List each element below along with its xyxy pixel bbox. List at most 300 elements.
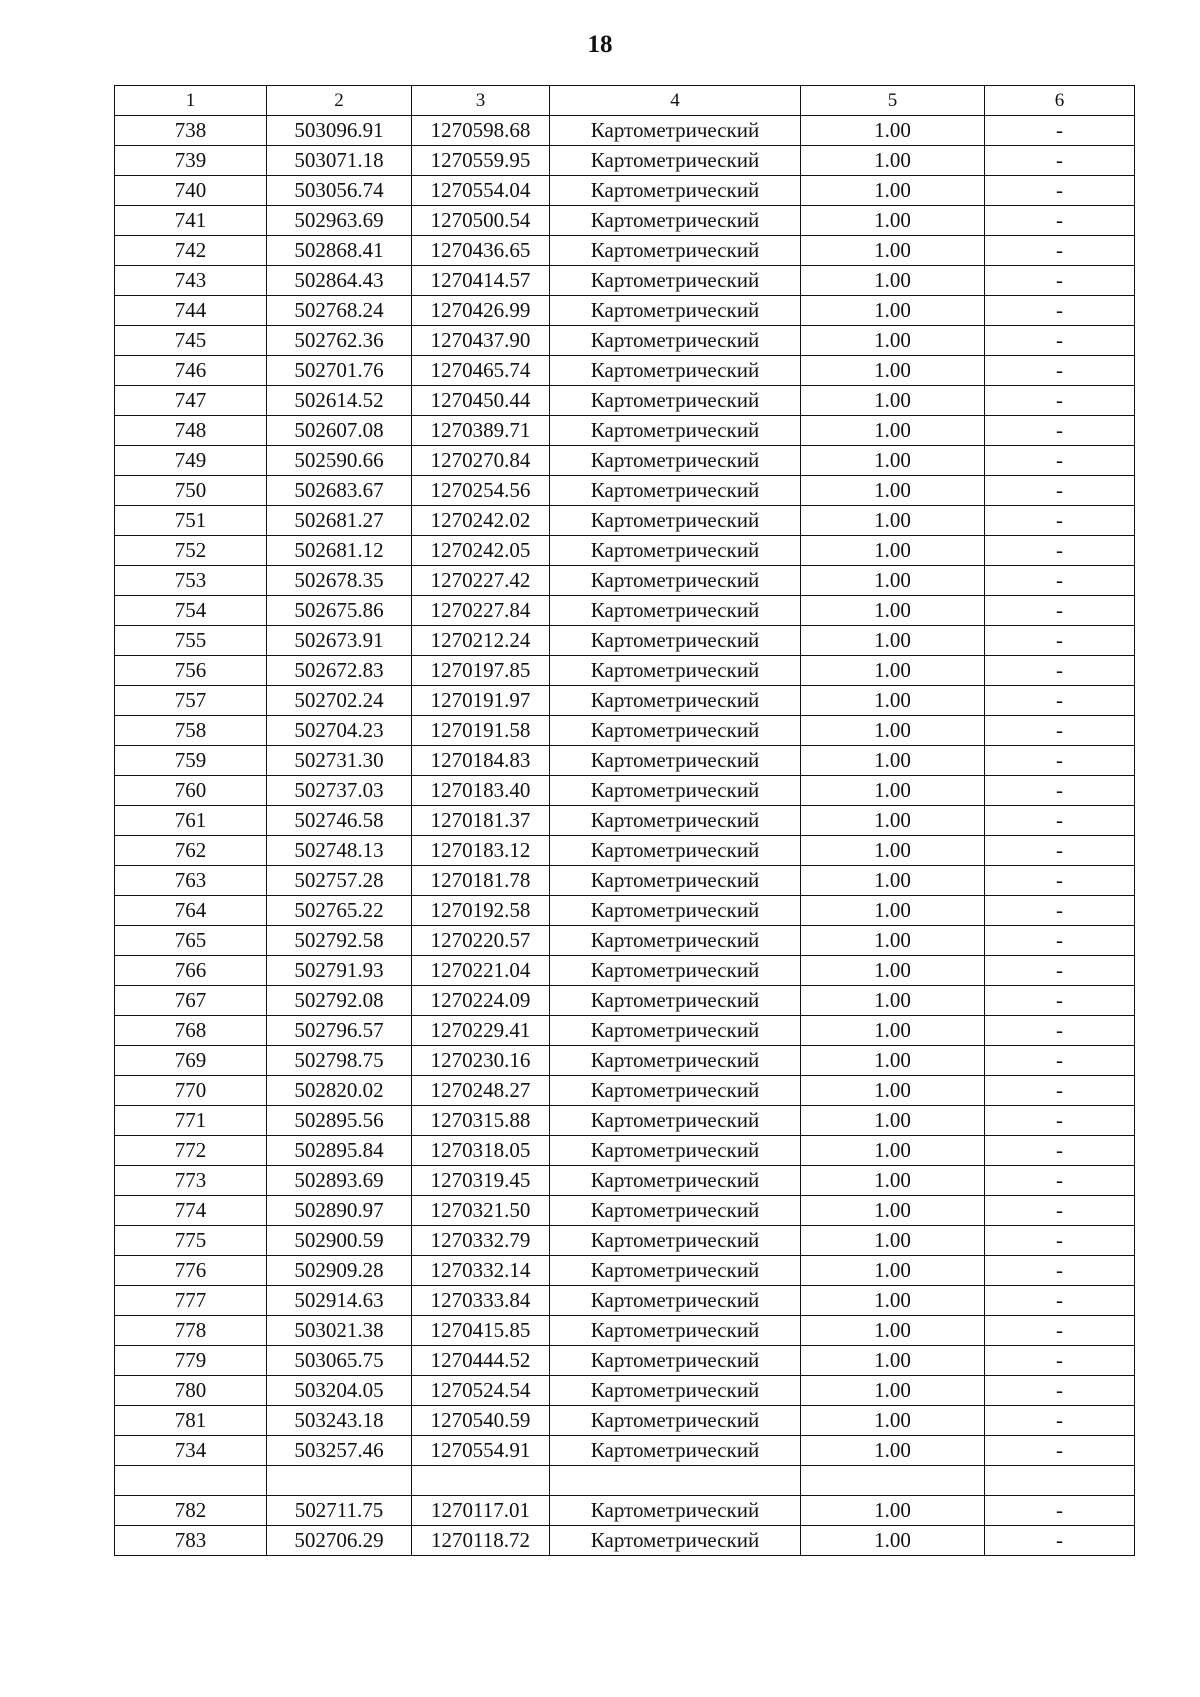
y-coordinate-cell: 1270183.12 (412, 836, 550, 866)
table-row (115, 116, 1135, 146)
x-coordinate-cell: 502590.66 (267, 446, 412, 476)
description-cell: - (985, 1346, 1135, 1376)
table-row (115, 1496, 1135, 1526)
x-coordinate-cell: 502614.52 (267, 386, 412, 416)
table-row (115, 986, 1135, 1016)
accuracy-cell: 1.00 (801, 776, 985, 806)
accuracy-cell: 1.00 (801, 596, 985, 626)
table-row (115, 686, 1135, 716)
x-coordinate-cell: 502701.76 (267, 356, 412, 386)
x-coordinate-cell: 503056.74 (267, 176, 412, 206)
column-header: 2 (267, 86, 412, 116)
point-number-cell (115, 1466, 267, 1496)
table-row (115, 296, 1135, 326)
point-number-cell: 750 (115, 476, 267, 506)
method-cell: Картометрический (550, 176, 801, 206)
point-number-cell: 755 (115, 626, 267, 656)
y-coordinate-cell: 1270220.57 (412, 926, 550, 956)
y-coordinate-cell: 1270414.57 (412, 266, 550, 296)
description-cell: - (985, 1286, 1135, 1316)
point-number-cell: 759 (115, 746, 267, 776)
accuracy-cell: 1.00 (801, 1496, 985, 1526)
point-number-cell: 758 (115, 716, 267, 746)
point-number-cell: 780 (115, 1376, 267, 1406)
y-coordinate-cell: 1270450.44 (412, 386, 550, 416)
y-coordinate-cell: 1270270.84 (412, 446, 550, 476)
method-cell: Картометрический (550, 836, 801, 866)
y-coordinate-cell: 1270227.84 (412, 596, 550, 626)
table-header-row (115, 86, 1135, 116)
point-number-cell: 757 (115, 686, 267, 716)
x-coordinate-cell: 502711.75 (267, 1496, 412, 1526)
x-coordinate-cell: 503021.38 (267, 1316, 412, 1346)
accuracy-cell: 1.00 (801, 1286, 985, 1316)
method-cell: Картометрический (550, 896, 801, 926)
description-cell: - (985, 1046, 1135, 1076)
description-cell: - (985, 266, 1135, 296)
method-cell: Картометрический (550, 506, 801, 536)
coordinates-table (114, 85, 1135, 1556)
x-coordinate-cell: 502792.08 (267, 986, 412, 1016)
accuracy-cell: 1.00 (801, 506, 985, 536)
y-coordinate-cell: 1270230.16 (412, 1046, 550, 1076)
table-row (115, 416, 1135, 446)
y-coordinate-cell: 1270598.68 (412, 116, 550, 146)
description-cell: - (985, 836, 1135, 866)
table-row (115, 776, 1135, 806)
description-cell: - (985, 1226, 1135, 1256)
method-cell: Картометрический (550, 1406, 801, 1436)
method-cell: Картометрический (550, 386, 801, 416)
table-row (115, 1436, 1135, 1466)
x-coordinate-cell: 502895.56 (267, 1106, 412, 1136)
description-cell: - (985, 716, 1135, 746)
method-cell: Картометрический (550, 926, 801, 956)
accuracy-cell: 1.00 (801, 746, 985, 776)
point-number-cell: 768 (115, 1016, 267, 1046)
accuracy-cell: 1.00 (801, 566, 985, 596)
point-number-cell: 754 (115, 596, 267, 626)
description-cell: - (985, 596, 1135, 626)
method-cell: Картометрический (550, 356, 801, 386)
table-row (115, 1076, 1135, 1106)
point-number-cell: 769 (115, 1046, 267, 1076)
y-coordinate-cell: 1270426.99 (412, 296, 550, 326)
point-number-cell: 734 (115, 1436, 267, 1466)
table-row (115, 596, 1135, 626)
y-coordinate-cell: 1270524.54 (412, 1376, 550, 1406)
method-cell: Картометрический (550, 1016, 801, 1046)
description-cell: - (985, 626, 1135, 656)
accuracy-cell: 1.00 (801, 806, 985, 836)
description-cell (985, 1466, 1135, 1496)
table-row (115, 1226, 1135, 1256)
point-number-cell: 740 (115, 176, 267, 206)
table-row (115, 1286, 1135, 1316)
column-header: 4 (550, 86, 801, 116)
accuracy-cell: 1.00 (801, 1166, 985, 1196)
y-coordinate-cell: 1270554.04 (412, 176, 550, 206)
point-number-cell: 756 (115, 656, 267, 686)
x-coordinate-cell: 503257.46 (267, 1436, 412, 1466)
y-coordinate-cell: 1270181.78 (412, 866, 550, 896)
accuracy-cell: 1.00 (801, 176, 985, 206)
point-number-cell: 744 (115, 296, 267, 326)
description-cell: - (985, 1166, 1135, 1196)
y-coordinate-cell: 1270332.79 (412, 1226, 550, 1256)
point-number-cell: 751 (115, 506, 267, 536)
y-coordinate-cell: 1270333.84 (412, 1286, 550, 1316)
accuracy-cell: 1.00 (801, 1016, 985, 1046)
y-coordinate-cell: 1270191.58 (412, 716, 550, 746)
method-cell: Картометрический (550, 866, 801, 896)
x-coordinate-cell: 503204.05 (267, 1376, 412, 1406)
point-number-cell: 764 (115, 896, 267, 926)
x-coordinate-cell: 502672.83 (267, 656, 412, 686)
description-cell: - (985, 746, 1135, 776)
x-coordinate-cell: 502864.43 (267, 266, 412, 296)
table-row (115, 536, 1135, 566)
method-cell: Картометрический (550, 1076, 801, 1106)
accuracy-cell: 1.00 (801, 1196, 985, 1226)
x-coordinate-cell: 502893.69 (267, 1166, 412, 1196)
description-cell: - (985, 1496, 1135, 1526)
description-cell: - (985, 1076, 1135, 1106)
y-coordinate-cell: 1270332.14 (412, 1256, 550, 1286)
point-number-cell: 766 (115, 956, 267, 986)
table-row (115, 176, 1135, 206)
table-row (115, 956, 1135, 986)
page-number: 18 (587, 31, 613, 58)
y-coordinate-cell: 1270183.40 (412, 776, 550, 806)
description-cell: - (985, 206, 1135, 236)
x-coordinate-cell: 503243.18 (267, 1406, 412, 1436)
method-cell: Картометрический (550, 1226, 801, 1256)
point-number-cell: 772 (115, 1136, 267, 1166)
description-cell: - (985, 146, 1135, 176)
point-number-cell: 739 (115, 146, 267, 176)
x-coordinate-cell: 503071.18 (267, 146, 412, 176)
method-cell: Картометрический (550, 266, 801, 296)
method-cell: Картометрический (550, 596, 801, 626)
method-cell: Картометрический (550, 206, 801, 236)
point-number-cell: 738 (115, 116, 267, 146)
x-coordinate-cell: 502731.30 (267, 746, 412, 776)
y-coordinate-cell: 1270315.88 (412, 1106, 550, 1136)
y-coordinate-cell: 1270184.83 (412, 746, 550, 776)
table-row (115, 206, 1135, 236)
y-coordinate-cell: 1270181.37 (412, 806, 550, 836)
description-cell: - (985, 1526, 1135, 1556)
description-cell: - (985, 686, 1135, 716)
table-row (115, 716, 1135, 746)
point-number-cell: 753 (115, 566, 267, 596)
y-coordinate-cell: 1270389.71 (412, 416, 550, 446)
x-coordinate-cell: 502704.23 (267, 716, 412, 746)
table-row (115, 836, 1135, 866)
accuracy-cell: 1.00 (801, 656, 985, 686)
method-cell: Картометрический (550, 686, 801, 716)
y-coordinate-cell: 1270242.02 (412, 506, 550, 536)
accuracy-cell: 1.00 (801, 1046, 985, 1076)
description-cell: - (985, 1136, 1135, 1166)
method-cell: Картометрический (550, 236, 801, 266)
table-row (115, 1106, 1135, 1136)
method-cell: Картометрический (550, 1316, 801, 1346)
description-cell: - (985, 1436, 1135, 1466)
accuracy-cell (801, 1466, 985, 1496)
y-coordinate-cell: 1270444.52 (412, 1346, 550, 1376)
table-body (115, 116, 1135, 1556)
column-header: 3 (412, 86, 550, 116)
point-number-cell: 748 (115, 416, 267, 446)
accuracy-cell: 1.00 (801, 986, 985, 1016)
x-coordinate-cell: 502914.63 (267, 1286, 412, 1316)
table-row (115, 746, 1135, 776)
method-cell: Картометрический (550, 1196, 801, 1226)
description-cell: - (985, 1256, 1135, 1286)
method-cell: Картометрический (550, 446, 801, 476)
accuracy-cell: 1.00 (801, 956, 985, 986)
description-cell: - (985, 1196, 1135, 1226)
point-number-cell: 781 (115, 1406, 267, 1436)
table-row (115, 656, 1135, 686)
table-row (115, 1346, 1135, 1376)
y-coordinate-cell: 1270212.24 (412, 626, 550, 656)
accuracy-cell: 1.00 (801, 296, 985, 326)
accuracy-cell: 1.00 (801, 1346, 985, 1376)
table-row (115, 1526, 1135, 1556)
method-cell: Картометрический (550, 1166, 801, 1196)
y-coordinate-cell: 1270554.91 (412, 1436, 550, 1466)
table-row (115, 356, 1135, 386)
description-cell: - (985, 1406, 1135, 1436)
method-cell: Картометрический (550, 1286, 801, 1316)
table-row (115, 326, 1135, 356)
y-coordinate-cell: 1270192.58 (412, 896, 550, 926)
y-coordinate-cell: 1270465.74 (412, 356, 550, 386)
table-row (115, 476, 1135, 506)
x-coordinate-cell: 502673.91 (267, 626, 412, 656)
accuracy-cell: 1.00 (801, 446, 985, 476)
table-row (115, 446, 1135, 476)
accuracy-cell: 1.00 (801, 476, 985, 506)
method-cell: Картометрический (550, 1376, 801, 1406)
description-cell: - (985, 926, 1135, 956)
point-number-cell: 775 (115, 1226, 267, 1256)
point-number-cell: 770 (115, 1076, 267, 1106)
accuracy-cell: 1.00 (801, 836, 985, 866)
accuracy-cell: 1.00 (801, 386, 985, 416)
description-cell: - (985, 566, 1135, 596)
accuracy-cell: 1.00 (801, 716, 985, 746)
description-cell: - (985, 386, 1135, 416)
point-number-cell: 752 (115, 536, 267, 566)
table-row (115, 236, 1135, 266)
method-cell: Картометрический (550, 416, 801, 446)
y-coordinate-cell: 1270437.90 (412, 326, 550, 356)
accuracy-cell: 1.00 (801, 866, 985, 896)
accuracy-cell: 1.00 (801, 266, 985, 296)
point-number-cell: 778 (115, 1316, 267, 1346)
column-header: 5 (801, 86, 985, 116)
table-row (115, 1316, 1135, 1346)
table-row (115, 266, 1135, 296)
accuracy-cell: 1.00 (801, 116, 985, 146)
description-cell: - (985, 1316, 1135, 1346)
x-coordinate-cell: 502762.36 (267, 326, 412, 356)
point-number-cell: 783 (115, 1526, 267, 1556)
y-coordinate-cell: 1270197.85 (412, 656, 550, 686)
x-coordinate-cell: 502768.24 (267, 296, 412, 326)
x-coordinate-cell: 502963.69 (267, 206, 412, 236)
table-row (115, 1196, 1135, 1226)
table-row (115, 806, 1135, 836)
method-cell: Картометрический (550, 1106, 801, 1136)
point-number-cell: 749 (115, 446, 267, 476)
accuracy-cell: 1.00 (801, 356, 985, 386)
method-cell: Картометрический (550, 296, 801, 326)
accuracy-cell: 1.00 (801, 1256, 985, 1286)
x-coordinate-cell: 502681.27 (267, 506, 412, 536)
point-number-cell: 747 (115, 386, 267, 416)
description-cell: - (985, 116, 1135, 146)
column-header: 6 (985, 86, 1135, 116)
description-cell: - (985, 536, 1135, 566)
point-number-cell: 782 (115, 1496, 267, 1526)
method-cell: Картометрический (550, 476, 801, 506)
method-cell: Картометрический (550, 116, 801, 146)
x-coordinate-cell: 502737.03 (267, 776, 412, 806)
method-cell: Картометрический (550, 986, 801, 1016)
x-coordinate-cell: 502746.58 (267, 806, 412, 836)
accuracy-cell: 1.00 (801, 206, 985, 236)
y-coordinate-cell: 1270224.09 (412, 986, 550, 1016)
method-cell: Картометрический (550, 566, 801, 596)
y-coordinate-cell: 1270500.54 (412, 206, 550, 236)
y-coordinate-cell: 1270415.85 (412, 1316, 550, 1346)
method-cell: Картометрический (550, 1046, 801, 1076)
accuracy-cell: 1.00 (801, 236, 985, 266)
description-cell: - (985, 446, 1135, 476)
y-coordinate-cell: 1270227.42 (412, 566, 550, 596)
method-cell: Картометрический (550, 776, 801, 806)
table-row (115, 626, 1135, 656)
accuracy-cell: 1.00 (801, 1376, 985, 1406)
method-cell: Картометрический (550, 656, 801, 686)
table-row (115, 566, 1135, 596)
x-coordinate-cell: 502702.24 (267, 686, 412, 716)
table-row (115, 1166, 1135, 1196)
point-number-cell: 774 (115, 1196, 267, 1226)
description-cell: - (985, 326, 1135, 356)
description-cell: - (985, 1106, 1135, 1136)
y-coordinate-cell: 1270118.72 (412, 1526, 550, 1556)
x-coordinate-cell: 502792.58 (267, 926, 412, 956)
y-coordinate-cell: 1270559.95 (412, 146, 550, 176)
table-row (115, 386, 1135, 416)
x-coordinate-cell: 502796.57 (267, 1016, 412, 1046)
x-coordinate-cell: 502890.97 (267, 1196, 412, 1226)
point-number-cell: 776 (115, 1256, 267, 1286)
method-cell: Картометрический (550, 1526, 801, 1556)
description-cell: - (985, 236, 1135, 266)
point-number-cell: 773 (115, 1166, 267, 1196)
description-cell: - (985, 896, 1135, 926)
point-number-cell: 743 (115, 266, 267, 296)
method-cell: Картометрический (550, 536, 801, 566)
method-cell: Картометрический (550, 1346, 801, 1376)
method-cell: Картометрический (550, 626, 801, 656)
method-cell (550, 1466, 801, 1496)
x-coordinate-cell: 502681.12 (267, 536, 412, 566)
y-coordinate-cell: 1270191.97 (412, 686, 550, 716)
point-number-cell: 777 (115, 1286, 267, 1316)
point-number-cell: 741 (115, 206, 267, 236)
method-cell: Картометрический (550, 716, 801, 746)
description-cell: - (985, 476, 1135, 506)
table-row (115, 1136, 1135, 1166)
accuracy-cell: 1.00 (801, 416, 985, 446)
method-cell: Картометрический (550, 1256, 801, 1286)
point-number-cell: 771 (115, 1106, 267, 1136)
description-cell: - (985, 806, 1135, 836)
point-number-cell: 762 (115, 836, 267, 866)
description-cell: - (985, 1376, 1135, 1406)
x-coordinate-cell: 502909.28 (267, 1256, 412, 1286)
method-cell: Картометрический (550, 806, 801, 836)
accuracy-cell: 1.00 (801, 1106, 985, 1136)
table-row (115, 866, 1135, 896)
y-coordinate-cell: 1270221.04 (412, 956, 550, 986)
y-coordinate-cell: 1270321.50 (412, 1196, 550, 1226)
method-cell: Картометрический (550, 1136, 801, 1166)
accuracy-cell: 1.00 (801, 896, 985, 926)
y-coordinate-cell: 1270248.27 (412, 1076, 550, 1106)
method-cell: Картометрический (550, 326, 801, 356)
accuracy-cell: 1.00 (801, 686, 985, 716)
x-coordinate-cell: 502757.28 (267, 866, 412, 896)
accuracy-cell: 1.00 (801, 146, 985, 176)
y-coordinate-cell: 1270254.56 (412, 476, 550, 506)
description-cell: - (985, 176, 1135, 206)
description-cell: - (985, 296, 1135, 326)
accuracy-cell: 1.00 (801, 1076, 985, 1106)
table-row (115, 146, 1135, 176)
table-row (115, 926, 1135, 956)
description-cell: - (985, 866, 1135, 896)
table-row (115, 1256, 1135, 1286)
description-cell: - (985, 956, 1135, 986)
table-row (115, 1406, 1135, 1436)
description-cell: - (985, 1016, 1135, 1046)
description-cell: - (985, 776, 1135, 806)
point-number-cell: 779 (115, 1346, 267, 1376)
method-cell: Картометрический (550, 956, 801, 986)
x-coordinate-cell: 502798.75 (267, 1046, 412, 1076)
accuracy-cell: 1.00 (801, 1226, 985, 1256)
y-coordinate-cell: 1270117.01 (412, 1496, 550, 1526)
x-coordinate-cell: 502900.59 (267, 1226, 412, 1256)
table-row (115, 896, 1135, 926)
method-cell: Картометрический (550, 1436, 801, 1466)
method-cell: Картометрический (550, 1496, 801, 1526)
point-number-cell: 761 (115, 806, 267, 836)
method-cell: Картометрический (550, 146, 801, 176)
description-cell: - (985, 416, 1135, 446)
x-coordinate-cell: 502765.22 (267, 896, 412, 926)
table-row (115, 1466, 1135, 1496)
